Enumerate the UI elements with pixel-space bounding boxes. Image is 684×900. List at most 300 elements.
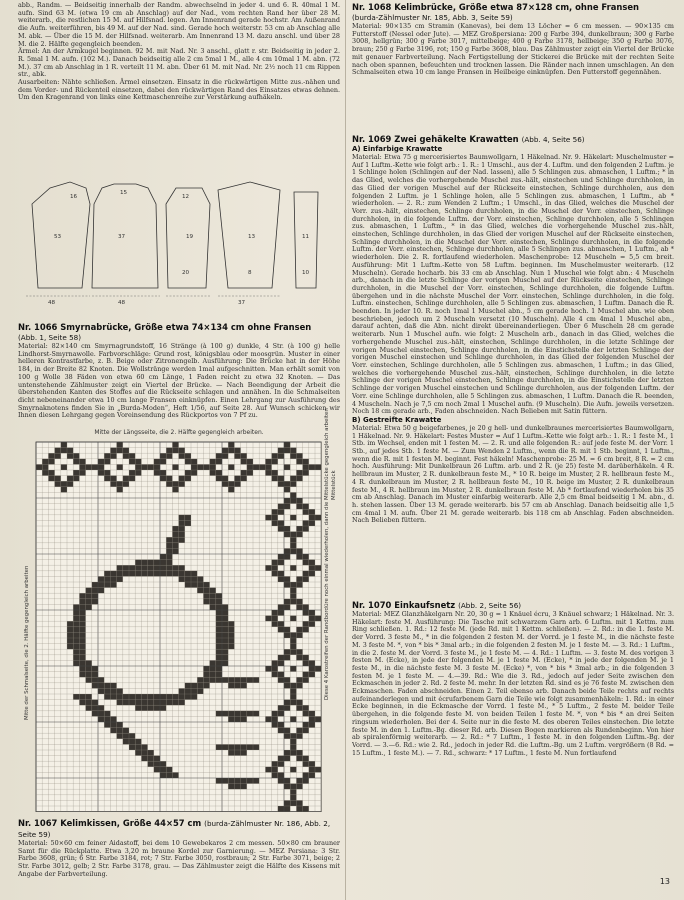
dim-label: 37 [238,300,246,306]
chart-filled-cell [265,470,271,476]
chart-filled-cell [160,554,166,560]
chart-filled-cell [98,688,104,694]
intro-paragraph: abb., Randm. — Beidseitig innerhalb der Randm. abwechselnd in jeder 4. und 6. R. 40mal 1 M. aufn. Sind 63 M. (etwa 19 cm ab Anschlag) auf der Nad., vom rechten Rand her über 28 M. weiterarb., die restlichen 15 M. auf Hilfsnad. legen. Am Innenrand gerade hochstr. Am Außenrand die Aufn. weiterführen, bis 49 M. auf der Nad. sind. Gerade hoch weiterstr. 53 cm ab Anschlag alle M. abk. — Über die 15 M. der Hilfsnad. weiterarb. Am Innenrand 13 M. dazu anschl. und über 28 M. die 2. Hälfte gegengleich beenden. [18,1,340,48]
chart-filled-cell [228,442,234,448]
chart-filled-cell [216,649,222,655]
chart-filled-cell [185,576,191,582]
chart-filled-cell [141,700,147,706]
chart-filled-cell [296,778,302,784]
chart-filled-cell [222,644,228,650]
chart-filled-cell [86,677,92,683]
chart-filled-cell [284,604,290,610]
chart-filled-cell [247,470,253,476]
chart-filled-cell [104,571,110,577]
chart-filled-cell [86,700,92,706]
chart-filled-cell [309,610,315,616]
chart-filled-cell [79,638,85,644]
chart-filled-cell [129,744,135,750]
chart-filled-cell [179,688,185,694]
chart-filled-cell [296,655,302,661]
chart-filled-cell [160,772,166,778]
chart-filled-cell [123,733,129,739]
chart-right-label: Diese 4 Karostreifen der Randbordüre noch einmal wiederholen, dann die Mittelstücke gegengleich arbeiten [324,408,330,700]
chart-filled-cell [216,459,222,465]
chart-filled-cell [210,464,216,470]
chart-filled-cell [303,655,309,661]
chart-filled-cell [284,756,290,762]
dim-label: 11 [302,234,310,240]
chart-filled-cell [296,627,302,633]
chart-filled-cell [303,677,309,683]
chart-filled-cell [172,543,178,549]
chart-filled-cell [185,582,191,588]
chart-filled-cell [98,711,104,717]
chart-filled-cell [110,722,116,728]
chart-filled-cell [117,481,123,487]
chart-filled-cell [123,571,129,577]
chart-filled-cell [98,677,104,683]
chart-filled-cell [210,672,216,678]
chart-filled-cell [117,576,123,582]
chart-filled-cell [247,778,253,784]
chart-filled-cell [73,627,79,633]
chart-filled-cell [48,470,54,476]
chart-filled-cell [185,694,191,700]
chart-filled-cell [290,543,296,549]
chart-filled-cell [154,705,160,711]
chart-filled-cell [172,548,178,554]
chart-filled-cell [303,756,309,762]
chart-filled-cell [216,778,222,784]
chart-filled-cell [104,688,110,694]
chart-filled-cell [296,632,302,638]
chart-filled-cell [36,464,42,470]
chart-filled-cell [67,481,73,487]
chart-filled-cell [290,716,296,722]
chart-filled-cell [129,571,135,577]
chart-filled-cell [284,464,290,470]
chart-filled-cell [67,644,73,650]
item-1069-subtitle: (Abb. 4, Seite 56) [521,135,585,144]
chart-filled-cell [141,560,147,566]
sweater-instructions [18,2,340,102]
dim-label: 15 [120,190,128,196]
chart-filled-cell [117,464,123,470]
chart-filled-cell [92,711,98,717]
chart-filled-cell [148,756,154,762]
chart-filled-cell [148,705,154,711]
chart-filled-cell [216,453,222,459]
chart-filled-cell [110,688,116,694]
chart-filled-cell [222,604,228,610]
section-a-title: A) Einfarbige Krawatte [352,145,443,153]
chart-filled-cell [272,610,278,616]
chart-filled-cell [278,722,284,728]
chart-filled-cell [104,476,110,482]
chart-filled-cell [278,806,284,812]
chart-filled-cell [216,470,222,476]
chart-filled-cell [303,778,309,784]
chart-filled-cell [42,470,48,476]
chart-filled-cell [179,448,185,454]
chart-filled-cell [166,571,172,577]
chart-filled-cell [92,593,98,599]
chart-filled-cell [278,448,284,454]
chart-filled-cell [210,599,216,605]
chart-filled-cell [315,515,321,521]
chart-filled-cell [86,694,92,700]
chart-filled-cell [278,655,284,661]
chart-filled-cell [241,711,247,717]
chart-filled-cell [172,448,178,454]
chart-filled-cell [222,638,228,644]
chart-filled-cell [284,784,290,790]
chart-filled-cell [228,716,234,722]
chart-filled-cell [166,565,172,571]
chart-filled-cell [234,744,240,750]
chart-filled-cell [278,778,284,784]
chart-filled-cell [98,588,104,594]
dim-label: 20 [182,270,190,276]
chart-filled-cell [278,604,284,610]
chart-filled-cell [203,672,209,678]
chart-filled-cell [179,481,185,487]
chart-filled-cell [309,716,315,722]
chart-filled-cell [110,683,116,689]
chart-filled-cell [272,509,278,515]
chart-filled-cell [315,565,321,571]
chart-filled-cell [284,481,290,487]
right-column [352,0,674,900]
chart-filled-cell [272,722,278,728]
chart-filled-cell [296,459,302,465]
chart-filled-cell [104,722,110,728]
chart-filled-cell [135,705,141,711]
chart-filled-cell [191,464,197,470]
chart-filled-cell [98,716,104,722]
chart-filled-cell [179,520,185,526]
chart-filled-cell [191,688,197,694]
chart-filled-cell [92,700,98,706]
chart-filled-cell [123,739,129,745]
chart-filled-cell [234,711,240,717]
chart-filled-cell [234,448,240,454]
chart-filled-cell [296,806,302,812]
chart-filled-cell [315,616,321,622]
chart-filled-cell [284,655,290,661]
chart-filled-cell [148,761,154,767]
chart-filled-cell [303,504,309,510]
chart-filled-cell [309,621,315,627]
chart-filled-cell [234,476,240,482]
chart-filled-cell [241,784,247,790]
chart-filled-cell [191,582,197,588]
chart-filled-cell [284,627,290,633]
chart-filled-cell [172,526,178,532]
chart-filled-cell [110,728,116,734]
chart-filled-cell [104,716,110,722]
chart-filled-cell [290,476,296,482]
chart-filled-cell [129,739,135,745]
chart-filled-cell [154,459,160,465]
dim-label: 53 [54,234,62,240]
chart-right-label-2: Mittelstück [331,470,337,500]
chart-filled-cell [278,476,284,482]
chart-filled-cell [117,442,123,448]
chart-filled-cell [179,576,185,582]
chart-filled-cell [210,459,216,465]
chart-filled-cell [154,560,160,566]
chart-filled-cell [309,509,315,515]
chart-filled-cell [104,683,110,689]
chart-filled-cell [241,750,247,756]
page-number: 13 [659,877,670,886]
chart-filled-cell [210,660,216,666]
chart-filled-cell [290,739,296,745]
chart-filled-cell [154,470,160,476]
chart-filled-cell [309,666,315,672]
chart-filled-cell [290,481,296,487]
chart-filled-cell [253,778,259,784]
chart-filled-cell [284,498,290,504]
chart-filled-cell [216,604,222,610]
chart-filled-cell [123,481,129,487]
chart-filled-cell [160,694,166,700]
chart-filled-cell [79,649,85,655]
chart-filled-cell [92,588,98,594]
chart-filled-cell [179,571,185,577]
item-1069-title: Nr. 1069 Zwei gehäkelte Krawatten (Abb. 4, Seite 56) [352,134,585,144]
chart-filled-cell [241,778,247,784]
chart-filled-cell [296,784,302,790]
chart-filled-cell [86,672,92,678]
chart-filled-cell [265,565,271,571]
chart-filled-cell [86,588,92,594]
item-1070 [352,600,674,757]
chart-filled-cell [73,610,79,616]
chart-filled-cell [129,565,135,571]
chart-filled-cell [296,700,302,706]
chart-filled-cell [61,464,67,470]
chart-filled-cell [290,565,296,571]
chart-filled-cell [303,761,309,767]
chart-filled-cell [234,453,240,459]
chart-filled-cell [104,576,110,582]
chart-filled-cell [222,649,228,655]
item-1066-title: Nr. 1066 Smyrnabrücke, Größe etwa 74×134 cm ohne Fransen [18,322,312,332]
item-1068-text: Material: 90×135 cm Stramin (Kanevas), bei dem 13 Löcher = 6 cm messen. — 90×135 cm Futterstoff (Nessel oder Jute). — MEZ Großpersiana: 200 g Farbe 394, dunkelbraun; 300 g Farbe 3008, hellgrün; 300 g Farbe 3017, mittelbeige; 400 g Farbe 3178, hellbeige; 350 g Farbe 3076, braun; 250 g Farbe 3196, rot; 150 g Farbe 3608, blau. Das Zählmuster zeigt ein Viertel der Brücke mit genauer Farbverteilung. Nach Fertigstellung der Stickerei die Brücke mit der rechten Seite nach oben spannen, befeuchten und trocknen lassen. Die Ränder nach innen umschlagen. An den Schmalseiten etwa 10 cm lange Fransen in Heilbeige einknüpfen. Den Futterstoff gegennähen. [352,22,674,77]
chart-filled-cell [67,627,73,633]
chart-filled-cell [73,644,79,650]
chart-filled-cell [228,481,234,487]
chart-filled-cell [278,677,284,683]
chart-filled-cell [166,554,172,560]
chart-filled-cell [185,688,191,694]
chart-filled-cell [296,599,302,605]
chart-filled-cell [55,476,61,482]
chart-filled-cell [79,632,85,638]
chart-filled-cell [315,716,321,722]
chart-filled-cell [296,705,302,711]
chart-filled-cell [272,616,278,622]
dim-label: 48 [118,300,126,306]
chart-filled-cell [135,459,141,465]
dim-label: 16 [70,194,78,200]
chart-filled-cell [222,621,228,627]
chart-filled-cell [303,627,309,633]
chart-filled-cell [135,700,141,706]
chart-filled-cell [247,464,253,470]
chart-filled-cell [129,733,135,739]
chart-filled-cell [210,666,216,672]
chart-filled-cell [172,565,178,571]
chart-filled-cell [228,448,234,454]
section-a-text: Material: Etwa 75 g mercerisiertes Baumwollgarn, 1 Häkelnad. Nr. 9. Häkelart: Muschelmuster = Auf 1 Luftm.-Kette wie folgt arb.: 1. R.: 1 Umschl., aus der 4. Luftm. und den folgenden 2 Luftm. je 1 Schlinge holen (Schlingen auf der Nad. lassen), alle 5 Schlingen zus. abmaschen, 1 Luftm.; * in das Glied, welches die vorhergehende Muschel zus.-hält, einstechen und Schlinge durchholen, in das Glied der vorigen Muschel auf der Rückseite einstechen, Schlinge durchholen, aus den folgenden 2 Luftm. je 1 Schlinge holen, alle 5 Schlingen zus. abmaschen, 1 Luftm., ab * wiederholen. — 2. R.: zum Wenden 2 Luftm.; 1 Umschl., in das Glied, welches die Muschel der Vorr. zus.-hält, einstechen, Schlinge durchholen, in die Muschel der Vorr. einstechen, Schlinge durchholen, in die folgende Luftm. der Vorr. einstechen, Schlinge durchholen, alle 5 Schlingen zus. abmaschen, 1 Luftm., * in das Glied, welches die vorhergehende Muschel zus.-hält, einstechen, Schlinge durchholen, in das Glied der vorigen Muschel auf der Rückseite einstechen, Schlinge durchholen, in die Muschel der Vorr. einstechen, Schlinge durchholen, in die folgende Luftm. der Vorr. einstechen, Schlinge durchholen, alle 5 Schlingen zus. abmaschen, 1 Luftm., ab * wiederholen. Die 2. R. fortlaufend wiederholen. Maschenprobe: 12 Muscheln = 5,5 cm breit. Ausführung: Mit 1 Luftm.-Kette von 58 Luftm. beginnen. Im Muschelmuster weiterarb. (12 Muscheln). Gerade hocharb. bis 33 cm ab Anschlag. Nun 1 Muschel wie folgt abn.: 4 Muscheln arb., danach in die letzte Schlinge der vorigen Muschel auf der Rückseite einstechen, Schlinge durchholen, in die Muschel der Vorr. einstechen, Schlinge durchholen, die folgende Luftm. übergehen und in die nächste Muschel der Vorr. einstechen, Schlinge durchholen, in die folg. Luftm. einstechen, Schlinge durchholen, alle 5 Schlingen zus. abmaschen, 1 Luftm. Danach die R. beenden. In jeder 10. R. noch 1mal 1 Muschel abn., 5 cm gerade hoch. 1 Muschel abn. wie oben beschrieben, jedoch um 2 Muscheln versetzt (10 Muscheln). Alle 4 cm 4mal 1 Muschel abn., darauf achten, daß die Abn. nicht direkt übereinanderliegen. Über 6 Muscheln 28 cm gerade weiterarb. Nun 1 Muschel aufn. wie folgt: 2 Muscheln arb., danach in das Glied, welches die vorhergehende Muschel zus.-hält, einstechen, Schlinge durchholen, in die letzte Schlinge der vorigen Muschel einstechen, Schlinge durchholen, in die Einstichstelle der letzten Schlinge der vorigen Muschel einstechen und Schlinge durchholen, in das Glied der folgenden Muschel der Vorr. einstechen, Schlinge durchholen, alle 5 Schlingen zus. abmaschen, 1 Luftm.; in das Glied, welches die vorhergehende Muschel zus.-hält, einstechen, Schlinge durchholen, in die letzte Schlinge der vorigen Muschel einstechen, Schlinge durchholen, in die Einstichstelle der letzten Schlinge der vorigen Muschel einstechen und Schlinge durchholen, aus der folgenden Luftm. der Vorr. eine Schlinge durchholen, alle 5 Schlingen zus. abmaschen, 1 Luftm. Danach die R. beenden, 4 Muscheln. Nach je 7,5 cm noch 2mal 1 Muschel aufn. (9 Muscheln). Die Aufn. jeweils versetzen. Noch 18 cm gerade arb., Faden abschneiden. Nach Belieben mit Satin füttern. [352,153,674,416]
chart-filled-cell [191,459,197,465]
chart-filled-cell [79,655,85,661]
chart-filled-cell [241,459,247,465]
chart-filled-cell [191,576,197,582]
chart-filled-cell [135,694,141,700]
chart-filled-cell [303,711,309,717]
dim-label: 48 [48,300,56,306]
chart-filled-cell [67,638,73,644]
chart-filled-cell [241,453,247,459]
chart-filled-cell [309,767,315,773]
chart-filled-cell [222,627,228,633]
chart-filled-cell [284,532,290,538]
chart-filled-cell [284,778,290,784]
chart-filled-cell [48,459,54,465]
chart-filled-cell [222,632,228,638]
chart-left-label: Mitte der Schmalseite, die 2. Hälfte gegengleich arbeiten [24,565,30,720]
item-1066 [18,322,340,420]
chart-filled-cell [278,504,284,510]
chart-filled-cell [73,694,79,700]
chart-filled-cell [234,716,240,722]
item-1070-subtitle: (Abb. 2, Seite 56) [458,601,522,610]
chart-filled-cell [172,481,178,487]
chart-filled-cell [117,487,123,493]
chart-filled-cell [166,560,172,566]
chart-filled-cell [309,520,315,526]
chart-filled-cell [92,677,98,683]
chart-filled-cell [284,728,290,734]
chart-filled-cell [303,806,309,812]
chart-filled-cell [272,711,278,717]
chart-filled-cell [104,694,110,700]
chart-filled-cell [265,464,271,470]
chart-filled-cell [216,627,222,633]
chart-filled-cell [290,582,296,588]
chart-filled-cell [272,476,278,482]
chart-filled-cell [117,565,123,571]
chart-filled-cell [79,694,85,700]
chart-filled-cell [296,453,302,459]
chart-filled-cell [290,638,296,644]
chart-filled-cell [241,476,247,482]
chart-filled-cell [278,571,284,577]
chart-caption: Mitte der Längsseite, die 2. Hälfte gegengleich arbeiten. [94,429,264,436]
chart-filled-cell [228,487,234,493]
chart-filled-cell [272,520,278,526]
chart-filled-cell [104,459,110,465]
chart-filled-cell [61,442,67,448]
chart-filled-cell [216,621,222,627]
chart-filled-cell [166,448,172,454]
chart-filled-cell [303,672,309,678]
chart-filled-cell [141,744,147,750]
chart-filled-cell [278,453,284,459]
chart-filled-cell [290,632,296,638]
chart-filled-cell [92,464,98,470]
chart-filled-cell [303,705,309,711]
sewing-pattern-diagram [18,178,340,310]
chart-filled-cell [272,571,278,577]
chart-filled-cell [67,453,73,459]
chart-filled-cell [278,560,284,566]
dim-label: 37 [118,234,126,240]
chart-filled-cell [290,599,296,605]
item-1067-text: Material: 50×60 cm feiner Aidastoff, bei dem 10 Gewebekaros 2 cm messen. 50×80 cm brauner Samt für die Rückplatte. Etwa 3,20 m braune Kordel zur Garnierung. — MEZ Persiana: 3 Str. Farbe 3608, grün; 6 Str. Farbe 3184, rot; 7 Str. Farbe 3050, rostbraun; 2 Str. Farbe 3071, beige; 2 Str. Farbe 3012, gelb; 2 Str. Farbe 3178, grau. — Das Zählmuster zeigt die Hälfte des Kissens mit Angabe der Farbverteilung. [18,839,340,878]
chart-filled-cell [228,644,234,650]
chart-filled-cell [284,442,290,448]
chart-filled-cell [284,554,290,560]
chart-filled-cell [315,464,321,470]
chart-filled-cell [179,515,185,521]
chart-filled-cell [309,761,315,767]
chart-filled-cell [228,778,234,784]
chart-filled-cell [179,537,185,543]
chart-filled-cell [290,588,296,594]
item-1067 [18,818,340,879]
chart-filled-cell [135,744,141,750]
chart-filled-cell [148,560,154,566]
chart-filled-cell [141,694,147,700]
chart-filled-cell [98,470,104,476]
chart-filled-cell [166,481,172,487]
chart-filled-cell [290,666,296,672]
chart-filled-cell [284,576,290,582]
chart-filled-cell [290,800,296,806]
chart-filled-cell [117,688,123,694]
chart-filled-cell [110,453,116,459]
chart-filled-cell [73,632,79,638]
chart-filled-cell [309,772,315,778]
dim-label: 12 [182,194,190,200]
chart-filled-cell [216,666,222,672]
chart-filled-cell [278,627,284,633]
chart-filled-cell [272,515,278,521]
chart-filled-cell [179,476,185,482]
chart-filled-cell [86,666,92,672]
chart-filled-cell [160,767,166,773]
chart-filled-cell [290,537,296,543]
chart-filled-cell [290,767,296,773]
chart-filled-cell [73,621,79,627]
chart-filled-cell [234,677,240,683]
chart-filled-cell [296,476,302,482]
chart-filled-cell [166,548,172,554]
chart-filled-cell [290,644,296,650]
chart-filled-cell [222,778,228,784]
chart-filled-cell [265,716,271,722]
chart-filled-cell [296,733,302,739]
chart-filled-cell [296,532,302,538]
chart-filled-cell [179,532,185,538]
chart-filled-cell [216,744,222,750]
chart-filled-cell [290,616,296,622]
